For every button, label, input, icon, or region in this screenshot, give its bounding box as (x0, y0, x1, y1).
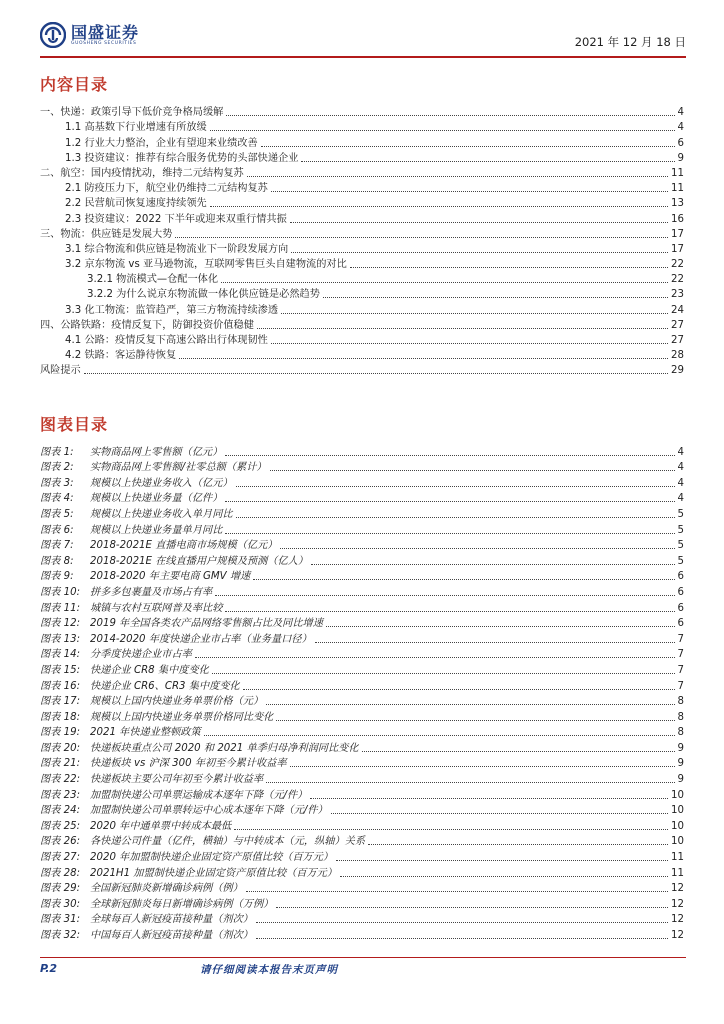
figure-entry-title: 2018-2021E 在线直播用户规模及预测（亿人） (90, 555, 309, 567)
figure-entry-page: 7 (677, 649, 684, 661)
figure-entry-title: 快递板块主要公司年初至今累计收益率 (90, 774, 264, 786)
figure-entry-label: 图表 5: (40, 508, 74, 520)
figure-entry-title: 2019 年全国各类农产品网络零售额占比及同比增速 (90, 618, 323, 630)
figure-entry[interactable] (40, 786, 684, 802)
figure-list-title: 图表目录 (40, 415, 109, 434)
dot-leader (280, 547, 674, 549)
brand-logo (40, 22, 139, 48)
toc-entry-title: 2.2 民营航司恢复速度持续领先 (65, 198, 207, 210)
toc-entry-title: 2.1 防疫压力下，航空业仍维持二元结构复苏 (65, 183, 268, 195)
figure-entry-page: 5 (677, 540, 684, 552)
toc-entry[interactable] (40, 241, 684, 256)
figure-entry-page: 9 (677, 742, 684, 754)
dot-leader (256, 937, 668, 939)
figure-entry-page: 4 (677, 477, 684, 489)
figure-entry-label: 图表 31: (40, 914, 81, 926)
dot-leader (266, 781, 674, 783)
dot-leader (270, 469, 675, 471)
toc-entry-title: 四、公路铁路：疫情反复下，防御投资价值稳健 (40, 319, 254, 331)
figure-list (40, 443, 684, 942)
dot-leader (175, 236, 668, 238)
figure-entry[interactable] (40, 615, 684, 631)
toc-entry[interactable] (40, 165, 684, 180)
figure-entry-title: 拼多多包裹量及市场占有率 (90, 586, 213, 598)
figure-entry-title: 加盟制快递公司单票运输成本逐年下降（元/件） (90, 789, 308, 801)
figure-entry-label: 图表 4: (40, 493, 74, 505)
figure-entry[interactable] (40, 677, 684, 693)
dot-leader (291, 251, 668, 253)
dot-leader (236, 516, 675, 518)
dot-leader (236, 485, 675, 487)
figure-entry-label: 图表 21: (40, 758, 81, 770)
figure-entry[interactable] (40, 537, 684, 553)
figure-entry[interactable] (40, 755, 684, 771)
dot-leader (257, 327, 668, 329)
dot-leader (234, 828, 668, 830)
figure-entry-label: 图表 7: (40, 540, 74, 552)
toc-entry-page: 23 (671, 289, 684, 301)
figure-entry-title: 2018-2020 年主要电商 GMV 增速 (90, 571, 251, 583)
figure-entry[interactable] (40, 802, 684, 818)
toc-entry-page: 4 (677, 122, 684, 134)
dot-leader (271, 190, 668, 192)
figure-entry-page: 7 (677, 680, 684, 692)
figure-entry-page: 4 (677, 493, 684, 505)
figure-entry-label: 图表 1: (40, 446, 74, 458)
dot-leader (301, 160, 674, 162)
figure-entry-title: 规模以上快递业务收入单月同比 (90, 508, 233, 520)
figure-entry-title: 全球新冠肺炎每日新增确诊病例（万例） (90, 898, 274, 910)
toc-entry-page: 28 (671, 350, 684, 362)
figure-entry-page: 6 (677, 618, 684, 630)
toc-entry-title: 3.3 化工物流：监管趋严，第三方物流持续渗透 (65, 304, 279, 316)
toc-entry[interactable] (40, 271, 684, 286)
figure-entry-title: 快递企业 CR6、CR3 集中度变化 (90, 680, 240, 692)
toc-entry-page: 11 (671, 183, 684, 195)
toc-entry[interactable] (40, 301, 684, 316)
toc-entry-page: 11 (671, 167, 684, 179)
toc-entry[interactable] (40, 134, 684, 149)
footer-divider (40, 957, 686, 958)
figure-entry[interactable] (40, 646, 684, 662)
page-number: P.2 (40, 962, 58, 975)
figure-entry-page: 12 (671, 883, 684, 895)
figure-entry-title: 规模以上国内快递业务单票价格同比变化 (90, 711, 274, 723)
dot-leader (276, 719, 674, 721)
figure-entry-title: 2020 年加盟制快递企业固定资产原值比较（百万元） (90, 852, 334, 864)
figure-entry-title: 全球每百人新冠疫苗接种量（剂次） (90, 914, 253, 926)
dot-leader (290, 765, 675, 767)
dot-leader (310, 797, 668, 799)
figure-entry-page: 11 (671, 852, 684, 864)
toc-entry[interactable] (40, 226, 684, 241)
figure-entry[interactable] (40, 505, 684, 521)
figure-entry-page: 5 (677, 508, 684, 520)
figure-entry-page: 6 (677, 602, 684, 614)
figure-entry-label: 图表 2: (40, 462, 74, 474)
figure-entry[interactable] (40, 568, 684, 584)
toc-entry-page: 22 (671, 274, 684, 286)
figure-entry-page: 10 (671, 836, 684, 848)
dot-leader (215, 594, 674, 596)
toc-entry-title: 3.2.1 物流模式—仓配一体化 (87, 274, 219, 286)
figure-entry[interactable] (40, 693, 684, 709)
figure-entry-page: 9 (677, 758, 684, 770)
toc-entry[interactable] (40, 210, 684, 225)
figure-entry[interactable] (40, 474, 684, 490)
figure-entry[interactable] (40, 630, 684, 646)
brand-name-en: GUOSHENG SECURITIES (71, 40, 137, 46)
figure-entry-title: 2014-2020 年度快递企业市占率（业务量口径） (90, 633, 312, 645)
figure-entry-label: 图表 25: (40, 820, 81, 832)
figure-entry-page: 8 (677, 727, 684, 739)
figure-entry[interactable] (40, 739, 684, 755)
header-divider (40, 56, 686, 58)
toc-entry[interactable] (40, 256, 684, 271)
toc-entry-title: 1.2 行业大力整治，企业有望迎来业绩改善 (65, 137, 258, 149)
dot-leader (246, 890, 668, 892)
toc-entry-title: 风险提示 (40, 365, 81, 377)
dot-leader (179, 357, 668, 359)
toc-entry[interactable] (40, 347, 684, 362)
figure-entry-label: 图表 9: (40, 571, 74, 583)
figure-entry-label: 图表 26: (40, 836, 81, 848)
dot-leader (225, 454, 674, 456)
figure-entry-label: 图表 12: (40, 618, 81, 630)
toc-entry[interactable] (40, 195, 684, 210)
figure-entry-label: 图表 22: (40, 774, 81, 786)
figure-entry-page: 12 (671, 898, 684, 910)
dot-leader (243, 688, 675, 690)
figure-entry[interactable] (40, 864, 684, 880)
figure-entry[interactable] (40, 848, 684, 864)
figure-entry-label: 图表 28: (40, 867, 81, 879)
figure-entry[interactable] (40, 833, 684, 849)
dot-leader (340, 875, 668, 877)
figure-entry[interactable] (40, 443, 684, 459)
dot-leader (225, 500, 674, 502)
dot-leader (261, 145, 675, 147)
figure-entry-title: 2018-2021E 直播电商市场规模（亿元） (90, 540, 278, 552)
disclaimer-note: 请仔细阅读本报告末页声明 (200, 964, 338, 976)
figure-entry-label: 图表 18: (40, 711, 81, 723)
figure-entry-page: 4 (677, 446, 684, 458)
figure-entry-page: 7 (677, 664, 684, 676)
dot-leader (253, 578, 674, 580)
toc-title: 内容目录 (40, 75, 109, 94)
figure-entry-label: 图表 23: (40, 789, 81, 801)
toc-entry-page: 17 (671, 228, 684, 240)
toc-entry-page: 17 (671, 243, 684, 255)
toc-entry[interactable] (40, 286, 684, 301)
figure-entry[interactable] (40, 708, 684, 724)
logo-icon (40, 22, 66, 48)
toc-entry-title: 3.1 综合物流和供应链是物流业下一阶段发展方向 (65, 243, 289, 255)
figure-entry-page: 10 (671, 820, 684, 832)
toc-entry-page: 6 (677, 137, 684, 149)
figure-entry[interactable] (40, 552, 684, 568)
toc-entry-page: 24 (671, 304, 684, 316)
figure-entry-page: 12 (671, 914, 684, 926)
figure-entry-label: 图表 3: (40, 477, 74, 489)
toc-entry-title: 1.3 投资建议：推荐有综合服务优势的头部快递企业 (65, 152, 299, 164)
dot-leader (195, 656, 675, 658)
figure-entry-title: 规模以上快递业务收入（亿元） (90, 477, 233, 489)
figure-entry-title: 实物商品网上零售额（亿元） (90, 446, 223, 458)
figure-entry-label: 图表 6: (40, 524, 74, 536)
figure-entry-label: 图表 19: (40, 727, 81, 739)
toc-entry-title: 4.1 公路：疫情反复下高速公路出行体现韧性 (65, 335, 268, 346)
figure-entry-label: 图表 16: (40, 680, 81, 692)
dot-leader (212, 672, 675, 674)
report-date: 2021 年 12 月 18 日 (574, 35, 686, 49)
figure-entry-title: 实物商品网上零售额/社零总额（累计） (90, 462, 267, 474)
figure-entry-label: 图表 13: (40, 633, 81, 645)
figure-entry-page: 10 (671, 789, 684, 801)
dot-leader (276, 906, 668, 908)
figure-entry[interactable] (40, 583, 684, 599)
figure-entry-label: 图表 20: (40, 742, 81, 754)
toc-entry-title: 一、快递：政策引导下低价竞争格局缓解 (40, 107, 224, 119)
dot-leader (256, 921, 668, 923)
figure-entry-title: 规模以上快递业务量（亿件） (90, 493, 223, 505)
figure-entry-title: 快递板块重点公司 2020 和 2021 单季归母净利润同比变化 (90, 742, 359, 754)
figure-entry-label: 图表 27: (40, 852, 81, 864)
dot-leader (290, 221, 668, 223)
figure-entry-title: 2020 年中通单票中转成本最低 (90, 820, 232, 832)
dot-leader (326, 625, 675, 627)
toc-entry-title: 三、物流：供应链是发展大势 (40, 228, 173, 240)
figure-entry-page: 9 (677, 774, 684, 786)
figure-entry-page: 5 (677, 555, 684, 567)
figure-entry-label: 图表 17: (40, 696, 81, 708)
figure-entry-title: 快递板块 vs 沪深 300 年初至今累计收益率 (90, 758, 287, 770)
figure-entry[interactable] (40, 895, 684, 911)
toc-entry-title: 4.2 铁路：客运静待恢复 (65, 350, 177, 362)
figure-entry-label: 图表 24: (40, 805, 81, 817)
figure-entry-label: 图表 15: (40, 664, 81, 676)
figure-entry[interactable] (40, 880, 684, 896)
figure-entry-page: 12 (671, 930, 684, 941)
toc-list (40, 104, 684, 377)
figure-entry-title: 中国每百人新冠疫苗接种量（剂次） (90, 930, 253, 941)
figure-entry[interactable] (40, 459, 684, 475)
toc-entry-title: 二、航空：国内疫情扰动，维持二元结构复苏 (40, 167, 244, 179)
toc-entry-page: 27 (671, 335, 684, 346)
dot-leader (84, 372, 668, 374)
toc-entry-page: 4 (677, 107, 684, 119)
figure-entry[interactable] (40, 770, 684, 786)
figure-entry-title: 2021H1 加盟制快递企业固定资产原值比较（百万元） (90, 867, 338, 879)
dot-leader (323, 296, 668, 298)
brand-name-cn: 国盛证券 (71, 22, 140, 42)
toc-entry[interactable] (40, 104, 684, 119)
dot-leader (336, 859, 668, 861)
toc-entry[interactable] (40, 180, 684, 195)
toc-entry-page: 22 (671, 259, 684, 271)
figure-entry-title: 全国新冠肺炎新增确诊病例（例） (90, 883, 243, 895)
dot-leader (331, 812, 668, 814)
figure-entry-page: 6 (677, 586, 684, 598)
toc-entry-title: 3.2.2 为什么说京东物流做一体化供应链是必然趋势 (87, 289, 320, 301)
figure-entry-page: 10 (671, 805, 684, 817)
toc-entry-page: 29 (671, 365, 684, 377)
dot-leader (281, 312, 668, 314)
figure-entry[interactable] (40, 599, 684, 615)
dot-leader (247, 175, 668, 177)
figure-entry-label: 图表 10: (40, 586, 81, 598)
dot-leader (225, 610, 674, 612)
dot-leader (204, 734, 675, 736)
figure-entry-page: 4 (677, 462, 684, 474)
toc-entry-title: 2.3 投资建议：2022 下半年或迎来双重行情共振 (65, 213, 287, 225)
figure-entry-title: 规模以上快递业务量单月同比 (90, 524, 223, 536)
figure-entry-label: 图表 29: (40, 883, 81, 895)
figure-entry-page: 6 (677, 571, 684, 583)
figure-entry[interactable] (40, 724, 684, 740)
figure-entry-title: 快递企业 CR8 集中度变化 (90, 664, 209, 676)
figure-entry-label: 图表 11: (40, 602, 81, 614)
figure-entry-label: 图表 30: (40, 898, 81, 910)
dot-leader (221, 281, 668, 283)
dot-leader (225, 532, 674, 534)
toc-entry-title: 1.1 高基数下行业增速有所放缓 (65, 122, 207, 134)
figure-entry[interactable] (40, 911, 684, 927)
dot-leader (210, 129, 675, 131)
dot-leader (271, 342, 668, 344)
dot-leader (311, 563, 675, 565)
figure-entry-title: 各快递公司件量（亿件，横轴）与中转成本（元，纵轴）关系 (90, 836, 366, 848)
toc-entry-page: 13 (671, 198, 684, 210)
figure-entry-title: 2021 年快递业整顿政策 (90, 727, 201, 739)
figure-entry[interactable] (40, 817, 684, 833)
dot-leader (368, 843, 668, 845)
figure-entry-page: 11 (671, 867, 684, 879)
toc-entry[interactable] (40, 150, 684, 165)
figure-entry-title: 加盟制快递公司单票转运中心成本逐年下降（元/件） (90, 805, 328, 817)
figure-entry[interactable] (40, 490, 684, 506)
figure-entry-label: 图表 32: (40, 930, 81, 941)
figure-entry-title: 城镇与农村互联网普及率比较 (90, 602, 223, 614)
figure-entry[interactable] (40, 521, 684, 537)
figure-entry-title: 分季度快递企业市占率 (90, 649, 192, 661)
toc-entry-page: 9 (677, 152, 684, 164)
toc-entry[interactable] (40, 119, 684, 134)
figure-entry-title: 规模以上国内快递业务单票价格（元） (90, 696, 264, 708)
dot-leader (226, 114, 674, 116)
toc-entry-title: 3.2 京东物流 vs 亚马逊物流，互联网零售巨头自建物流的对比 (65, 259, 347, 271)
toc-entry[interactable] (40, 362, 684, 377)
figure-entry-label: 图表 14: (40, 649, 81, 661)
toc-entry[interactable] (40, 332, 684, 347)
figure-entry-page: 8 (677, 696, 684, 708)
dot-leader (362, 750, 675, 752)
figure-entry-page: 5 (677, 524, 684, 536)
toc-entry-page: 27 (671, 319, 684, 331)
figure-entry-label: 图表 8: (40, 555, 74, 567)
logo-text (71, 24, 139, 47)
dot-leader (350, 266, 668, 268)
figure-entry[interactable] (40, 926, 684, 942)
figure-entry-page: 8 (677, 711, 684, 723)
page-header (40, 22, 686, 56)
toc-entry-page: 16 (671, 213, 684, 225)
toc-entry[interactable] (40, 317, 684, 332)
dot-leader (315, 641, 675, 643)
dot-leader (210, 205, 668, 207)
figure-entry[interactable] (40, 661, 684, 677)
figure-entry-page: 7 (677, 633, 684, 645)
dot-leader (266, 703, 674, 705)
